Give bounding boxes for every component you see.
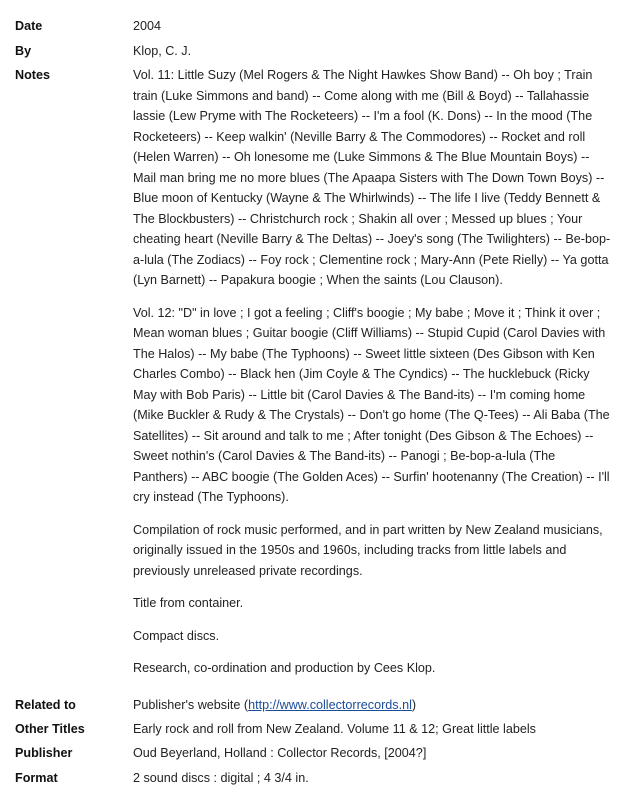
notes-summary: Compilation of rock music performed, and in part written by New Zealand musicians, originally issued in the 1950s and 1960s, including tracks from little labels and previously unreleased private recordings. xyxy=(133,522,603,578)
field-label-by: By xyxy=(15,44,32,58)
field-value-format: 2 sound discs : digital ; 4 3/4 in. xyxy=(133,771,309,785)
field-label-notes: Notes xyxy=(15,68,50,82)
field-label-other-titles: Other Titles xyxy=(15,722,85,736)
notes-vol11: Vol. 11: Little Suzy (Mel Rogers & The Night Hawkes Show Band) -- Oh boy ; Train train (Luke Simmons and band) -- Come along with me (Bill & Boyd) -- Tallahassie lassie (Lew Pryme with The Rocketeers) -- I'm a fool (K. Dons) -- In the mood (The Rocketeers) -- Keep walkin' (Neville Barry & The Commodores) -- Rocket and roll (Helen Warren) -- Oh lonesome me (Luke Simmons & The Blue Mountain Boys) -- Mail man bring me no more blues (The Apaapa Sisters with The Down Town Boys) -- Blue moon of Kentucky (Wayne & The Whirlwinds) -- The life I live (Teddy Bennett & The Blockbusters) -- Christchurch rock ; Shakin all over ; Messed up blues ; Your cheating heart (Neville Barry & The Deltas) -- Joey's song (The Twilighters) -- Be-bop-a-lula (The Zodiacs) -- Foy rock ; Clementine rock ; Mary-Ann (Pete Rielly) -- Ya gotta (Lyn Barnett) -- Papakura boogie ; When the saints (Lou Clauson). xyxy=(133,68,611,287)
field-label-publisher: Publisher xyxy=(15,746,73,760)
related-prefix: Publisher's website ( xyxy=(133,698,249,712)
notes-medium: Compact discs. xyxy=(133,628,220,643)
field-value-related-to xyxy=(133,695,611,715)
field-value-publisher: Oud Beyerland, Holland : Collector Records, [2004?] xyxy=(133,746,427,760)
field-label-date: Date xyxy=(15,19,43,33)
field-value-notes xyxy=(133,65,611,691)
notes-vol12: Vol. 12: "D" in love ; I got a feeling ; Cliff's boogie ; My babe ; Move it ; Think it over ; Mean woman blues ; Guitar boogie (Cliff Williams) -- Stupid Cupid (Carol Davies with The Halos) -- My babe (The Typhoons) -- Sweet little sixteen (Des Gibson with Ken Charles Combo) -- Black hen (Jim Coyle & The Cyndics) -- The hucklebuck (Ricky May with Bob Paris) -- Little bit (Carol Davies & The Band-its) -- I'm coming home (Mike Buckler & Rudy & The Crystals) -- Don't go home (The Q-Tees) -- Ali Baba (The Satellites) -- Sit around and talk to me ; After tonight (Des Gibson & The Echoes) -- Sweet nothin's (Carol Davies & The Band-its) -- Panogi ; Be-bop-a-lula (The Panthers) -- ABC boogie (The Golden Aces) -- Surfin' hootenanny (The Creation) -- I'll cry instead (The Typhoons). xyxy=(133,305,610,504)
field-value-date: 2004 xyxy=(133,19,162,33)
notes-title-source: Title from container. xyxy=(133,596,244,610)
field-label-format: Format xyxy=(15,771,58,785)
publisher-website-link[interactable]: http://www.collectorrecords.nl xyxy=(248,698,412,712)
field-value-other-titles: Early rock and roll from New Zealand. Volume 11 & 12; Great little labels xyxy=(133,722,536,736)
field-label-related-to: Related to xyxy=(15,698,76,712)
notes-credits: Research, co-ordination and production by Cees Klop. xyxy=(133,661,436,675)
field-value-by: Klop, C. J. xyxy=(133,44,192,58)
related-suffix: ) xyxy=(411,698,417,712)
